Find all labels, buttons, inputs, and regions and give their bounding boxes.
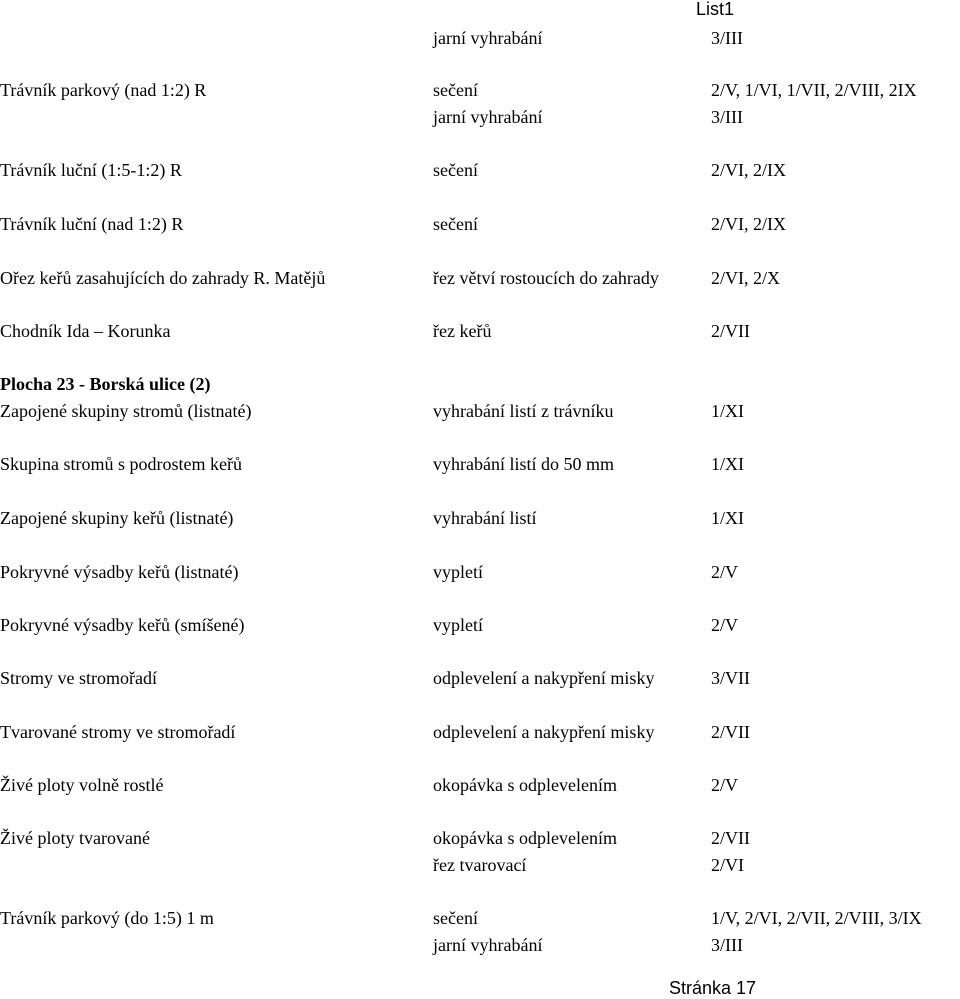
- table-row: [0, 906, 960, 930]
- table-row: [0, 853, 960, 877]
- area-cell: Skupina stromů s podrostem keřů: [0, 454, 242, 474]
- table-row: [0, 666, 960, 690]
- page-footer: Stránka 17: [669, 978, 757, 998]
- activity-cell: řez větví rostoucích do zahrady: [433, 268, 659, 288]
- table-row: [0, 506, 960, 530]
- schedule-cell: 2/V: [711, 615, 738, 635]
- schedule-cell: 3/VII: [711, 668, 750, 688]
- schedule-cell: 3/III: [711, 107, 743, 127]
- area-cell: Chodník Ida – Korunka: [0, 321, 171, 341]
- area-cell: Zapojené skupiny keřů (listnaté): [0, 508, 234, 528]
- schedule-cell: 2/VII: [711, 722, 750, 742]
- schedule-cell: 2/VII: [711, 321, 750, 341]
- area-cell: Trávník luční (nad 1:2) R: [0, 214, 184, 234]
- schedule-cell: 2/VI, 2/X: [711, 268, 780, 288]
- schedule-cell: 1/XI: [711, 454, 744, 474]
- table-row: [0, 720, 960, 744]
- area-cell: Trávník parkový (do 1:5) 1 m: [0, 908, 214, 928]
- activity-cell: sečení: [433, 214, 478, 234]
- table-row: [0, 105, 960, 129]
- activity-cell: odplevelení a nakypření misky: [433, 722, 655, 742]
- table-row: [0, 826, 960, 850]
- table-row: [0, 452, 960, 476]
- area-cell: Trávník luční (1:5-1:2) R: [0, 160, 182, 180]
- schedule-cell: 3/III: [711, 935, 743, 955]
- area-cell: Živé ploty tvarované: [0, 828, 150, 848]
- schedule-cell: 3/III: [711, 28, 743, 48]
- area-cell: Pokryvné výsadby keřů (smíšené): [0, 615, 245, 635]
- area-cell: Pokryvné výsadby keřů (listnaté): [0, 562, 239, 582]
- activity-cell: okopávka s odplevelením: [433, 828, 617, 848]
- activity-cell: sečení: [433, 908, 478, 928]
- activity-cell: vyhrabání listí do 50 mm: [433, 454, 614, 474]
- table-row: [0, 78, 960, 102]
- activity-cell: sečení: [433, 160, 478, 180]
- schedule-cell: 2/VI: [711, 855, 744, 875]
- schedule-cell: 1/XI: [711, 401, 744, 421]
- activity-cell: vyhrabání listí z trávníku: [433, 401, 614, 421]
- table-row: [0, 212, 960, 236]
- table-row: [0, 319, 960, 343]
- area-cell: Živé ploty volně rostlé: [0, 775, 164, 795]
- activity-cell: řez tvarovací: [433, 855, 527, 875]
- schedule-cell: 1/XI: [711, 508, 744, 528]
- activity-cell: jarní vyhrabání: [433, 28, 543, 48]
- sheet-name: List1: [696, 0, 735, 19]
- area-cell: Stromy ve stromořadí: [0, 668, 157, 688]
- schedule-cell: 2/V: [711, 775, 738, 795]
- table-row: [0, 158, 960, 182]
- activity-cell: odplevelení a nakypření misky: [433, 668, 655, 688]
- area-cell: Tvarované stromy ve stromořadí: [0, 722, 236, 742]
- section-heading-row: [0, 372, 960, 396]
- table-row: [0, 933, 960, 957]
- table-row: [0, 613, 960, 637]
- area-cell: Zapojené skupiny stromů (listnaté): [0, 401, 252, 421]
- table-row: [0, 560, 960, 584]
- activity-cell: vypletí: [433, 615, 483, 635]
- table-row: [0, 399, 960, 423]
- table-row: [0, 266, 960, 290]
- area-cell: Ořez keřů zasahujících do zahrady R. Matějů: [0, 268, 326, 288]
- activity-cell: řez keřů: [433, 321, 492, 341]
- activity-cell: jarní vyhrabání: [433, 935, 543, 955]
- schedule-cell: 1/V, 2/VI, 2/VII, 2/VIII, 3/IX: [711, 908, 922, 928]
- table-row: [0, 26, 960, 50]
- schedule-cell: 2/VII: [711, 828, 750, 848]
- schedule-cell: 2/V: [711, 562, 738, 582]
- activity-cell: okopávka s odplevelením: [433, 775, 617, 795]
- section-heading: Plocha 23 - Borská ulice (2): [0, 374, 211, 394]
- schedule-cell: 2/V, 1/VI, 1/VII, 2/VIII, 2IX: [711, 80, 917, 100]
- activity-cell: sečení: [433, 80, 478, 100]
- activity-cell: jarní vyhrabání: [433, 107, 543, 127]
- table-row: [0, 773, 960, 797]
- activity-cell: vyhrabání listí: [433, 508, 537, 528]
- activity-cell: vypletí: [433, 562, 483, 582]
- schedule-cell: 2/VI, 2/IX: [711, 160, 786, 180]
- area-cell: Trávník parkový (nad 1:2) R: [0, 80, 207, 100]
- schedule-cell: 2/VI, 2/IX: [711, 214, 786, 234]
